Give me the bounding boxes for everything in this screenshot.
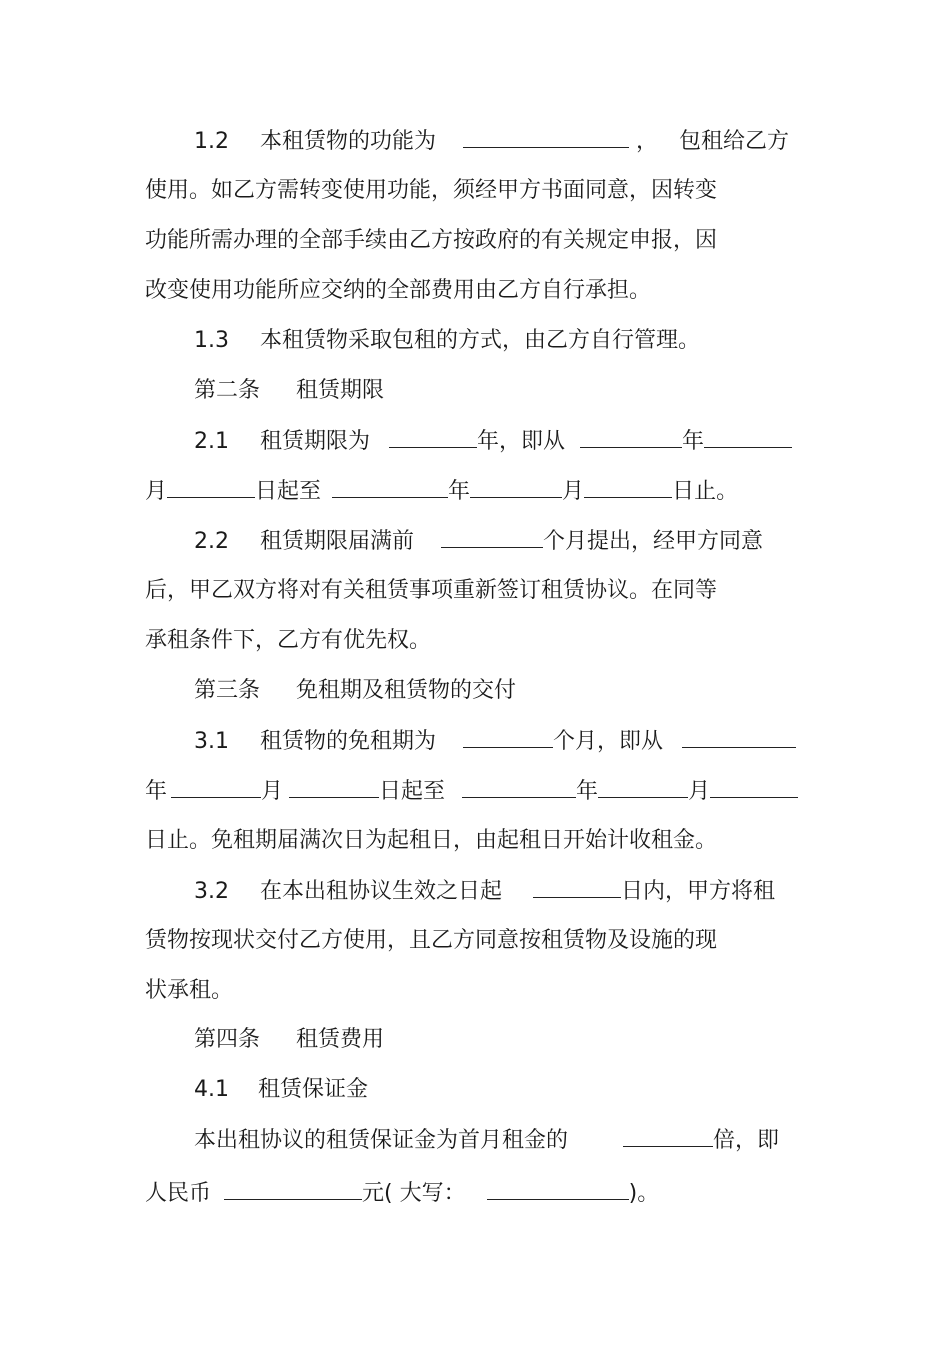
blank-field[interactable] bbox=[441, 526, 543, 548]
clause-text: 日止。 bbox=[672, 479, 739, 504]
article-label: 第三条 bbox=[194, 678, 261, 703]
clause-text: 年 bbox=[576, 779, 599, 804]
article-label: 第二条 bbox=[194, 378, 261, 403]
clause-1-3 bbox=[194, 326, 700, 356]
clause-number: 2.2 bbox=[194, 529, 229, 554]
clause-text: 年 bbox=[682, 429, 705, 454]
clause-2-1-line-2 bbox=[145, 476, 738, 507]
deposit-line-2 bbox=[145, 1178, 659, 1209]
clause-text: 租赁物的免租期为 bbox=[260, 729, 437, 754]
blank-field[interactable] bbox=[332, 476, 448, 498]
article-2-heading bbox=[194, 376, 384, 406]
blank-field[interactable] bbox=[710, 776, 798, 798]
blank-field[interactable] bbox=[389, 426, 477, 448]
clause-4-1-heading bbox=[194, 1075, 368, 1105]
clause-1-2-line-2: 使用。如乙方需转变使用功能，须经甲方书面同意，因转变 bbox=[145, 178, 718, 203]
blank-field[interactable] bbox=[224, 1178, 362, 1200]
clause-number: 2.1 bbox=[194, 429, 229, 454]
clause-text: 月 bbox=[688, 779, 711, 804]
clause-text: 本租赁物采取包租的方式，由乙方自行管理。 bbox=[260, 328, 701, 353]
clause-text: 月 bbox=[145, 479, 168, 504]
clause-text: 月 bbox=[261, 779, 284, 804]
clause-number: 3.2 bbox=[194, 879, 229, 904]
clause-2-2-line-1 bbox=[194, 526, 763, 557]
clause-text: 本出租协议的租赁保证金为首月租金的 bbox=[194, 1128, 569, 1153]
blank-field[interactable] bbox=[167, 476, 255, 498]
article-3-heading bbox=[194, 676, 516, 706]
blank-field[interactable] bbox=[682, 726, 796, 748]
clause-text: 月 bbox=[562, 479, 585, 504]
blank-field[interactable] bbox=[289, 776, 379, 798]
clause-3-2-line-2: 赁物按现状交付乙方使用，且乙方同意按租赁物及设施的现 bbox=[145, 928, 718, 953]
clause-3-1-line-1 bbox=[194, 726, 796, 757]
article-label: 第四条 bbox=[194, 1027, 261, 1052]
clause-text: 年，即从 bbox=[477, 429, 566, 454]
blank-field[interactable] bbox=[704, 426, 792, 448]
blank-field[interactable] bbox=[533, 876, 621, 898]
blank-field[interactable] bbox=[171, 776, 261, 798]
blank-field[interactable] bbox=[463, 126, 629, 148]
clause-text: 日内，甲方将租 bbox=[621, 879, 776, 904]
clause-text: 个月，即从 bbox=[553, 729, 664, 754]
blank-field[interactable] bbox=[463, 726, 553, 748]
clause-text: ， bbox=[636, 129, 659, 154]
blank-field[interactable] bbox=[487, 1178, 629, 1200]
blank-field[interactable] bbox=[580, 426, 682, 448]
clause-text: 年 bbox=[145, 779, 168, 804]
deposit-line-1 bbox=[194, 1125, 779, 1156]
clause-title: 租赁保证金 bbox=[258, 1077, 369, 1102]
clause-text: 个月提出，经甲方同意 bbox=[543, 529, 764, 554]
blank-field[interactable] bbox=[470, 476, 562, 498]
clause-text: 年 bbox=[448, 479, 471, 504]
clause-3-2-line-3: 状承租。 bbox=[145, 978, 234, 1003]
blank-field[interactable] bbox=[598, 776, 688, 798]
clause-text: )。 bbox=[628, 1181, 660, 1206]
blank-field[interactable] bbox=[462, 776, 576, 798]
clause-text: 本租赁物的功能为 bbox=[260, 129, 437, 154]
clause-3-2-line-1 bbox=[194, 876, 775, 907]
clause-number: 1.3 bbox=[194, 328, 229, 353]
clause-text: 日起至 bbox=[255, 479, 322, 504]
clause-3-1-line-3: 日止。免租期届满次日为起租日，由起租日开始计收租金。 bbox=[145, 828, 718, 853]
clause-1-2-line-1 bbox=[194, 126, 789, 157]
clause-text: 人民币 bbox=[145, 1181, 212, 1206]
clause-text: 租赁期限为 bbox=[260, 429, 371, 454]
clause-3-1-line-2 bbox=[145, 776, 798, 807]
article-title: 免租期及租赁物的交付 bbox=[296, 678, 517, 703]
clause-number: 3.1 bbox=[194, 729, 229, 754]
blank-field[interactable] bbox=[623, 1125, 713, 1147]
clause-number: 4.1 bbox=[194, 1077, 229, 1102]
clause-text: 倍，即 bbox=[713, 1128, 780, 1153]
clause-text: 元( bbox=[362, 1181, 393, 1206]
clause-2-2-line-3: 承租条件下，乙方有优先权。 bbox=[145, 628, 432, 653]
article-title: 租赁期限 bbox=[296, 378, 385, 403]
clause-text: 在本出租协议生效之日起 bbox=[260, 879, 503, 904]
clause-1-2-line-3: 功能所需办理的全部手续由乙方按政府的有关规定申报，因 bbox=[145, 228, 718, 253]
clause-number: 1.2 bbox=[194, 129, 229, 154]
article-title: 租赁费用 bbox=[296, 1027, 385, 1052]
clause-2-2-line-2: 后，甲乙双方将对有关租赁事项重新签订租赁协议。在同等 bbox=[145, 578, 718, 603]
clause-text: 大写： bbox=[399, 1181, 466, 1206]
clause-1-2-line-4: 改变使用功能所应交纳的全部费用由乙方自行承担。 bbox=[145, 278, 652, 303]
clause-text: 包租给乙方 bbox=[679, 129, 790, 154]
clause-text: 租赁期限届满前 bbox=[260, 529, 415, 554]
article-4-heading bbox=[194, 1025, 384, 1055]
blank-field[interactable] bbox=[584, 476, 672, 498]
clause-text: 日起至 bbox=[379, 779, 446, 804]
clause-2-1-line-1 bbox=[194, 426, 792, 457]
